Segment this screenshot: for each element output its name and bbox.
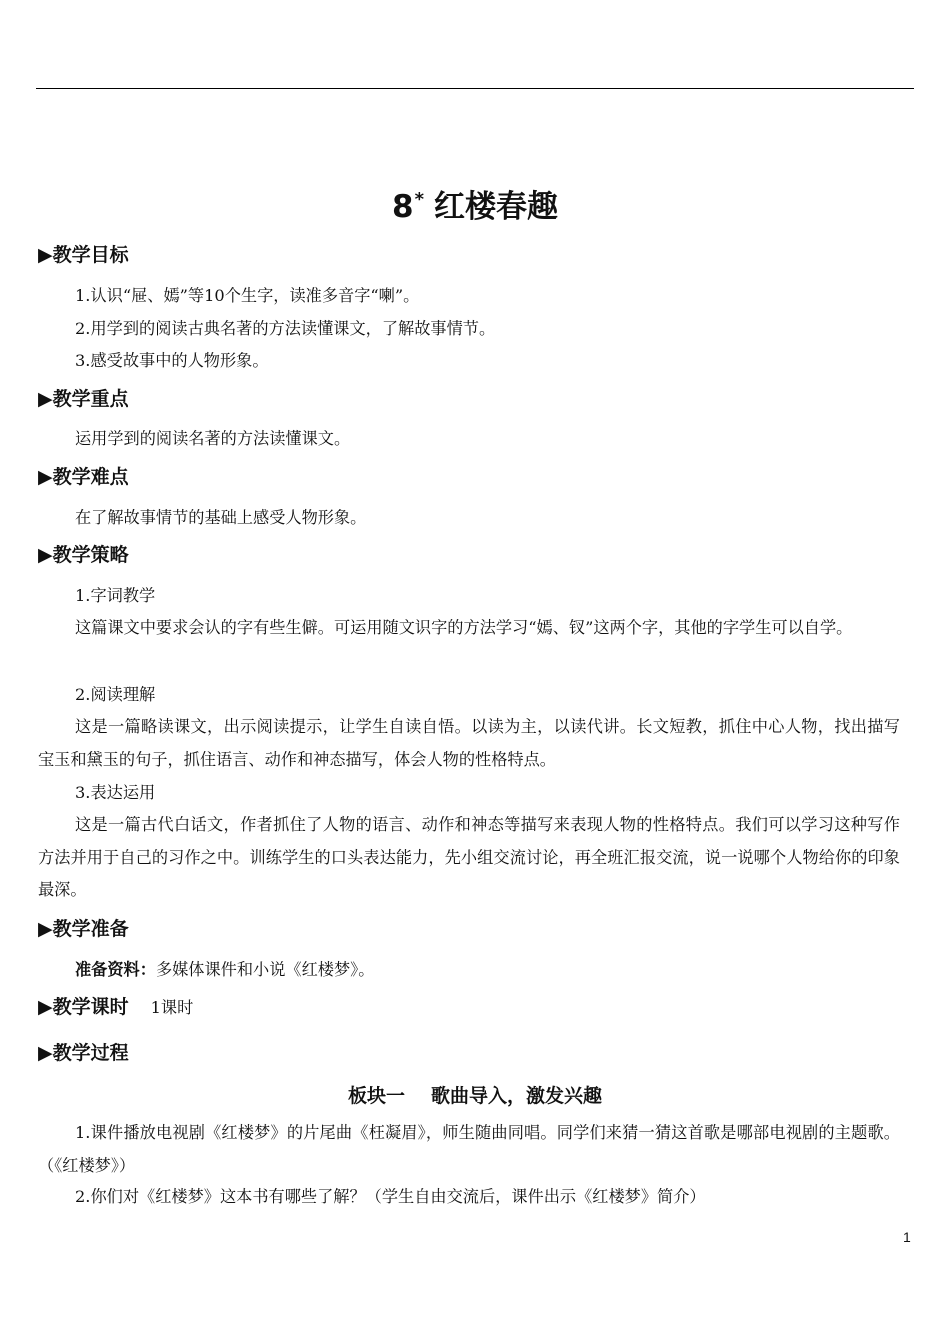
key-points-text: 运用学到的阅读名著的方法读懂课文。 [75, 429, 351, 448]
strategy-label: 2.阅读理解 [75, 685, 156, 704]
goal-item: 1.认识“屉、嫣”等10个生字，读准多音字“喇”。 [75, 286, 420, 305]
section-heading-strategy: ▶教学策略 [38, 544, 129, 566]
strategy-label: 1.字词教学 [75, 586, 156, 605]
section-heading-process: ▶教学过程 [38, 1042, 129, 1064]
section-heading-difficulties: ▶教学难点 [38, 466, 129, 488]
preparation-label: 准备资料： [75, 960, 156, 979]
section-heading-goals: ▶教学目标 [38, 244, 129, 266]
header-rule [36, 88, 914, 89]
section-heading-duration [38, 994, 193, 1021]
lesson-mark: * [414, 189, 424, 210]
process-paragraph: 1.课件播放电视剧《红楼梦》的片尾曲《枉凝眉》，师生随曲同唱。同学们来猜一猜这首歌是哪部电视剧的主题歌。（《红楼梦》） [38, 1123, 900, 1175]
page-number: 1 [903, 1229, 911, 1245]
block-title [0, 1083, 950, 1109]
lesson-number: 8 [392, 189, 414, 225]
strategy-paragraph: 这是一篇古代白话文，作者抓住了人物的语言、动作和神态等描写来表现人物的性格特点。我们可以学习这种写作方法并用于自己的习作之中。训练学生的口头表达能力，先小组交流讨论，再全班汇报交流，说一说哪个人物给你的印象最深。 [38, 815, 900, 899]
difficulties-text: 在了解故事情节的基础上感受人物形象。 [75, 508, 367, 527]
strategy-paragraph: 这篇课文中要求会认的字有些生僻。可运用随文识字的方法学习“嫣、钗”这两个字，其他的字学生可以自学。 [75, 618, 853, 637]
duration-heading-text: ▶教学课时 [38, 996, 129, 1018]
lesson-title [0, 178, 950, 229]
lesson-title-text: 红楼春趣 [434, 189, 558, 225]
goal-item: 2.用学到的阅读古典名著的方法读懂课文，了解故事情节。 [75, 319, 496, 338]
duration-value: 1课时 [150, 998, 194, 1017]
strategy-label: 3.表达运用 [75, 783, 156, 802]
block-label: 板块一 [347, 1085, 405, 1107]
preparation-text: 多媒体课件和小说《红楼梦》。 [155, 960, 375, 979]
goal-item: 3.感受故事中的人物形象。 [75, 351, 269, 370]
preparation-line [75, 957, 374, 983]
section-heading-preparation: ▶教学准备 [38, 918, 129, 940]
block-title-text: 歌曲导入，激发兴趣 [431, 1085, 603, 1107]
strategy-paragraph: 这是一篇略读课文，出示阅读提示，让学生自读自悟。以读为主，以读代讲。长文短教，抓住中心人物，找出描写宝玉和黛玉的句子，抓住语言、动作和神态描写，体会人物的性格特点。 [38, 717, 900, 769]
section-heading-key-points: ▶教学重点 [38, 388, 129, 410]
process-paragraph: 2.你们对《红楼梦》这本书有哪些了解？（学生自由交流后，课件出示《红楼梦》简介） [75, 1187, 706, 1206]
